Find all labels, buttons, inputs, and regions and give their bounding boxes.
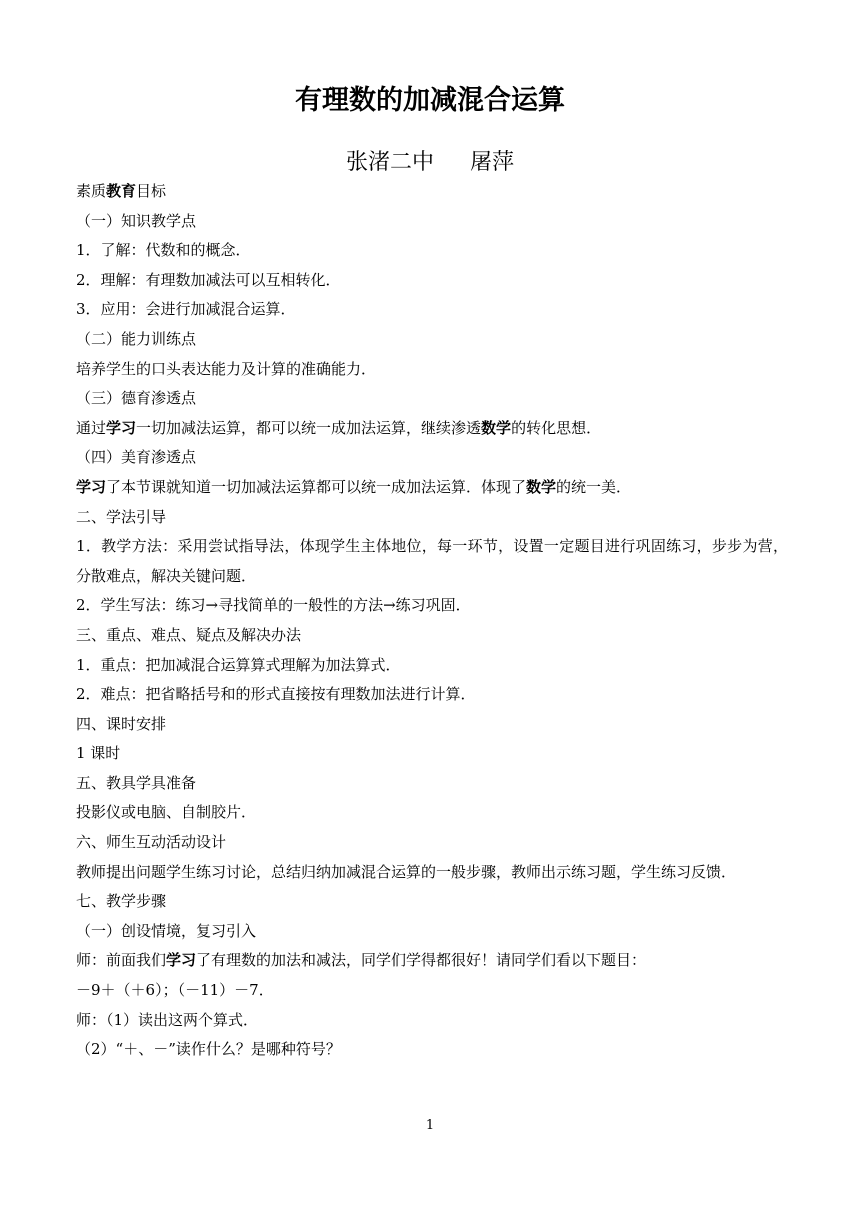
list-item: 2．理解：有理数加减法可以互相转化． bbox=[76, 270, 341, 289]
paragraph: 通过学习一切加减法运算，都可以统一成加法运算，继续渗透数学的转化思想． bbox=[76, 418, 602, 437]
author-school: 张渚二中 bbox=[345, 150, 434, 175]
paragraph: 师：前面我们学习了有理数的加法和减法，同学们学得都很好！请同学们看以下题目： bbox=[76, 951, 647, 970]
list-item: 3．应用：会进行加减混合运算． bbox=[76, 300, 296, 319]
page-number: 1 bbox=[425, 1118, 435, 1133]
section-heading-steps: 七、教学步骤 bbox=[76, 892, 167, 911]
section-heading-method: 二、学法引导 bbox=[76, 507, 167, 526]
section-heading-schedule: 四、课时安排 bbox=[76, 714, 167, 733]
document-title: 有理数的加减混合运算 bbox=[295, 85, 565, 116]
list-item: 1．重点：把加减混合运算算式理解为加法算式． bbox=[76, 655, 401, 674]
subheading-aesthetic: （四）美育渗透点 bbox=[76, 448, 197, 467]
list-item: 1．了解：代数和的概念． bbox=[76, 241, 251, 260]
subheading-knowledge: （一）知识教学点 bbox=[76, 211, 197, 230]
section-heading-materials: 五、教具学具准备 bbox=[76, 773, 197, 792]
author-line bbox=[0, 145, 860, 176]
author-name: 屠萍 bbox=[470, 150, 515, 175]
math-expression: －9＋（＋6）；（－11）－7． bbox=[76, 981, 274, 1000]
paragraph: 教师提出问题学生练习讨论，总结归纳加减混合运算的一般步骤，教师出示练习题，学生练习反馈． bbox=[76, 862, 737, 881]
section-heading-keypoints: 三、重点、难点、疑点及解决办法 bbox=[76, 625, 302, 644]
section-heading-goals: 素质教育目标 bbox=[76, 182, 167, 200]
paragraph: 投影仪或电脑、自制胶片． bbox=[76, 803, 257, 822]
paragraph: 1．教学方法：采用尝试指导法，体现学生主体地位，每一环节，设置一定题目进行巩固练习，步步为营，分散难点，解决关键问题． bbox=[76, 537, 788, 585]
paragraph: 培养学生的口头表达能力及计算的准确能力． bbox=[76, 359, 377, 378]
paragraph: 师：（1）读出这两个算式． bbox=[76, 1010, 259, 1029]
paragraph: 1 课时 bbox=[76, 744, 121, 763]
paragraph: 学习了本节课就知道一切加减法运算都可以统一成加法运算．体现了数学的统一美． bbox=[76, 477, 632, 496]
section-heading-activity: 六、师生互动活动设计 bbox=[76, 833, 227, 852]
subheading-ability: （二）能力训练点 bbox=[76, 329, 197, 348]
subheading-moral: （三）德育渗透点 bbox=[76, 389, 197, 408]
list-item: 2．学生写法：练习→寻找简单的一般性的方法→练习巩固． bbox=[76, 596, 471, 615]
list-item: 2．难点：把省略括号和的形式直接按有理数加法进行计算． bbox=[76, 685, 476, 704]
document-body bbox=[76, 177, 788, 1065]
paragraph: （2）“＋、－”读作什么？是哪种符号？ bbox=[76, 1040, 341, 1059]
subheading-intro: （一）创设情境，复习引入 bbox=[76, 921, 257, 940]
